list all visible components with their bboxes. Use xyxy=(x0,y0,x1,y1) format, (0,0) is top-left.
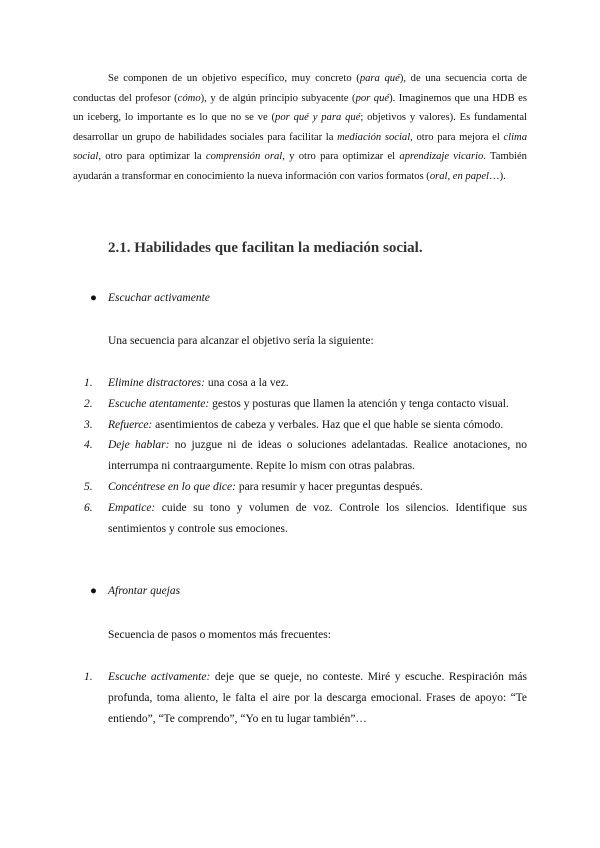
steps-list-escuchar xyxy=(84,373,527,539)
list-item: 5. Concéntrese en lo que dice: para resumir y hacer preguntas después. xyxy=(84,480,423,493)
list-item: 1. Escuche activamente: deje que se queje, no conteste. Miré y escuche. Respiración más profunda, toma aliento, le falta el aire por la descarga emocional. Frases de apoyo: “Te entiendo”, “Te comprendo”, “Yo en tu lugar también”… xyxy=(84,671,527,725)
bullet-escuchar-activamente xyxy=(90,292,210,304)
list-item: 2. Escuche atentamente: gestos y posturas que llamen la atención y tenga contacto visual. xyxy=(84,397,509,410)
bullet-dot-icon: ● xyxy=(90,292,97,304)
bullet-title: Escuchar activamente xyxy=(108,292,210,304)
list-item: 1. Elimine distractores: una cosa a la vez. xyxy=(84,377,289,389)
section-heading: 2.1. Habilidades que facilitan la mediación social. xyxy=(108,240,423,256)
bullet-title: Afrontar quejas xyxy=(108,585,181,597)
list-item: 4. Deje hablar: no juzgue ni de ideas o soluciones adelantadas. Realice anotaciones, no interrumpa ni contraargumente. Repite lo mism con otras palabras. xyxy=(84,439,527,473)
list-item: 3. Refuerce: asentimientos de cabeza y verbales. Haz que el que hable se sienta cómodo. xyxy=(84,418,504,431)
sequence-intro: Una secuencia para alcanzar el objetivo sería la siguiente: xyxy=(108,335,374,347)
sequence-intro: Secuencia de pasos o momentos más frecuentes: xyxy=(108,629,331,641)
list-item: 6. Empatice: cuide su tono y volumen de voz. Controle los silencios. Identifique sus sentimientos y controle sus emociones. xyxy=(84,501,527,535)
intro-paragraph: Se componen de un objetivo específico, muy concreto (para qué), de una secuencia corta de conductas del profesor (cómo), y de algún principio subyacente (por qué). Imaginemos que una HDB es un iceberg, lo importante es lo que no se ve (por qué y para qué; objetivos y valores). Es fundamental desarrollar un grupo de habilidades sociales para facilitar la mediación social, otro para mejora el clima social, otro para optimizar la comprensión oral, y otro para optimizar el aprendizaje vicario. También ayudarán a transformar en conocimiento la nueva información con varios formatos (oral, en papel…). xyxy=(73,73,527,182)
steps-list-quejas xyxy=(84,667,527,729)
bullet-dot-icon: ● xyxy=(90,585,97,597)
bullet-afrontar-quejas xyxy=(90,585,180,597)
